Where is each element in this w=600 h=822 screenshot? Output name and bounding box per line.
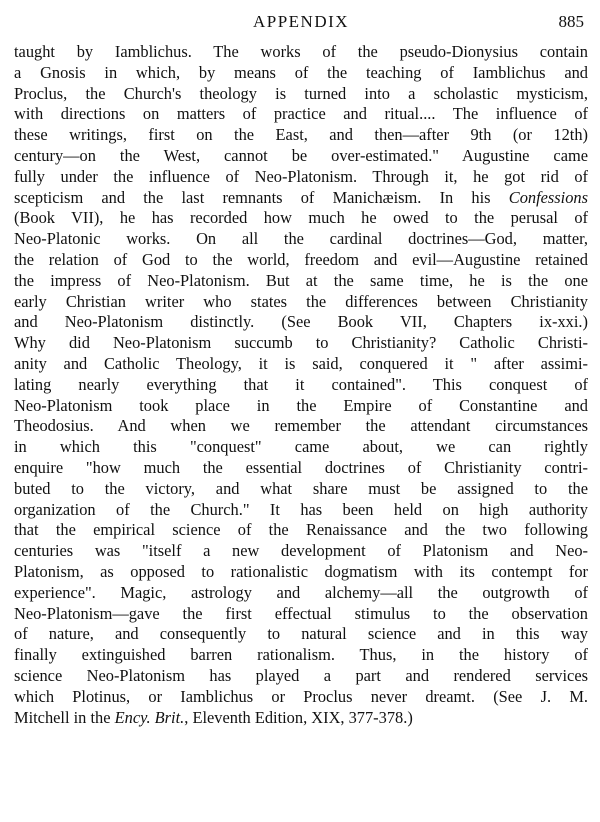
- text-segment: (Book VII), he has recorded how much he owed to the perusal of: [14, 208, 588, 228]
- text-segment: finally extinguished barren rationalism. Thus, in the history of: [14, 645, 588, 665]
- text-line: [14, 396, 588, 417]
- italic-title: Ency. Brit.: [114, 707, 185, 727]
- text-segment: with directions on matters of practice and ritual.... The influence of: [14, 104, 588, 124]
- text-line: [14, 84, 588, 105]
- text-segment: experience". Magic, astrology and alchemy—all the outgrowth of: [14, 582, 588, 602]
- text-line: [14, 708, 588, 729]
- text-line: [14, 292, 588, 313]
- text-line: [14, 250, 588, 271]
- text-segment: science Neo-Platonism has played a part and rendered services: [14, 665, 588, 685]
- body-text: [14, 42, 588, 728]
- text-line: [14, 479, 588, 500]
- text-segment: Neo-Platonic works. On all the cardinal doctrines—God, matter,: [14, 229, 588, 249]
- text-line: [14, 271, 588, 292]
- text-segment: and Neo-Platonism distinctly. (See Book VII, Chapters ix-xxi.): [14, 312, 588, 332]
- text-line: [14, 583, 588, 604]
- text-line: [14, 146, 588, 167]
- text-segment: scepticism and the last remnants of Manichæism. In his: [14, 187, 509, 207]
- text-line: [14, 666, 588, 687]
- text-line: [14, 687, 588, 708]
- page-number: 885: [558, 12, 584, 31]
- text-line: [14, 604, 588, 625]
- text-line: [14, 229, 588, 250]
- text-segment: century—on the West, cannot be over-estimated." Augustine came: [14, 145, 588, 165]
- text-segment: lating nearly everything that it contained". This conquest of: [14, 374, 588, 394]
- text-line: [14, 562, 588, 583]
- text-segment: that the empirical science of the Renaissance and the two following: [14, 520, 588, 540]
- italic-title: Confessions: [508, 187, 588, 207]
- text-line: [14, 416, 588, 437]
- text-segment: Why did Neo-Platonism succumb to Christianity? Catholic Christi-: [14, 333, 588, 353]
- text-line: [14, 541, 588, 562]
- text-line: [14, 167, 588, 188]
- text-line: [14, 458, 588, 479]
- text-line: [14, 312, 588, 333]
- text-line: [14, 125, 588, 146]
- text-line: [14, 208, 588, 229]
- text-segment: Neo-Platonism—gave the first effectual stimulus to the observation: [14, 603, 588, 623]
- text-line: [14, 333, 588, 354]
- text-segment: the relation of God to the world, freedom and evil—Augustine retained: [14, 249, 588, 269]
- text-segment: of nature, and consequently to natural science and in this way: [14, 624, 588, 644]
- text-segment: the impress of Neo-Platonism. But at the same time, he is the one: [14, 270, 588, 290]
- text-segment: Mitchell in the: [14, 707, 115, 727]
- text-segment: fully under the influence of Neo-Platonism. Through it, he got rid of: [14, 166, 588, 186]
- text-line: [14, 354, 588, 375]
- text-segment: these writings, first on the East, and then—after 9th (or 12th): [14, 125, 588, 145]
- text-segment: Neo-Platonism took place in the Empire of Constantine and: [14, 395, 588, 415]
- text-segment: centuries was "itself a new development of Platonism and Neo-: [14, 541, 588, 561]
- text-segment: organization of the Church." It has been held on high authority: [14, 499, 588, 519]
- text-line: [14, 63, 588, 84]
- text-segment: enquire "how much the essential doctrines of Christianity contri-: [14, 457, 588, 477]
- text-segment: taught by Iamblichus. The works of the pseudo-Dionysius contain: [14, 42, 588, 61]
- page-title: APPENDIX: [252, 12, 350, 31]
- text-line: [14, 624, 588, 645]
- text-segment: anity and Catholic Theology, it is said, conquered it " after assimi-: [14, 353, 588, 373]
- text-line: [14, 42, 588, 63]
- text-line: [14, 104, 588, 125]
- text-segment: early Christian writer who states the differences between Christianity: [14, 291, 588, 311]
- text-segment: Platonism, as opposed to rationalistic dogmatism with its contempt for: [14, 561, 588, 581]
- text-line: [14, 188, 588, 209]
- text-line: [14, 645, 588, 666]
- text-segment: a Gnosis in which, by means of the teaching of Iamblichus and: [14, 62, 588, 82]
- running-head: [14, 8, 588, 34]
- text-segment: in which this "conquest" came about, we can rightly: [14, 437, 588, 457]
- text-segment: Proclus, the Church's theology is turned into a scholastic mysticism,: [14, 83, 588, 103]
- text-line: [14, 500, 588, 521]
- text-segment: , Eleventh Edition, XIX, 377-378.): [184, 707, 413, 727]
- text-line: [14, 375, 588, 396]
- text-line: [14, 437, 588, 458]
- text-segment: which Plotinus, or Iamblichus or Proclus never dreamt. (See J. M.: [14, 686, 588, 706]
- text-segment: Theodosius. And when we remember the attendant circumstances: [14, 416, 588, 436]
- text-line: [14, 520, 588, 541]
- text-segment: buted to the victory, and what share must be assigned to the: [14, 478, 588, 498]
